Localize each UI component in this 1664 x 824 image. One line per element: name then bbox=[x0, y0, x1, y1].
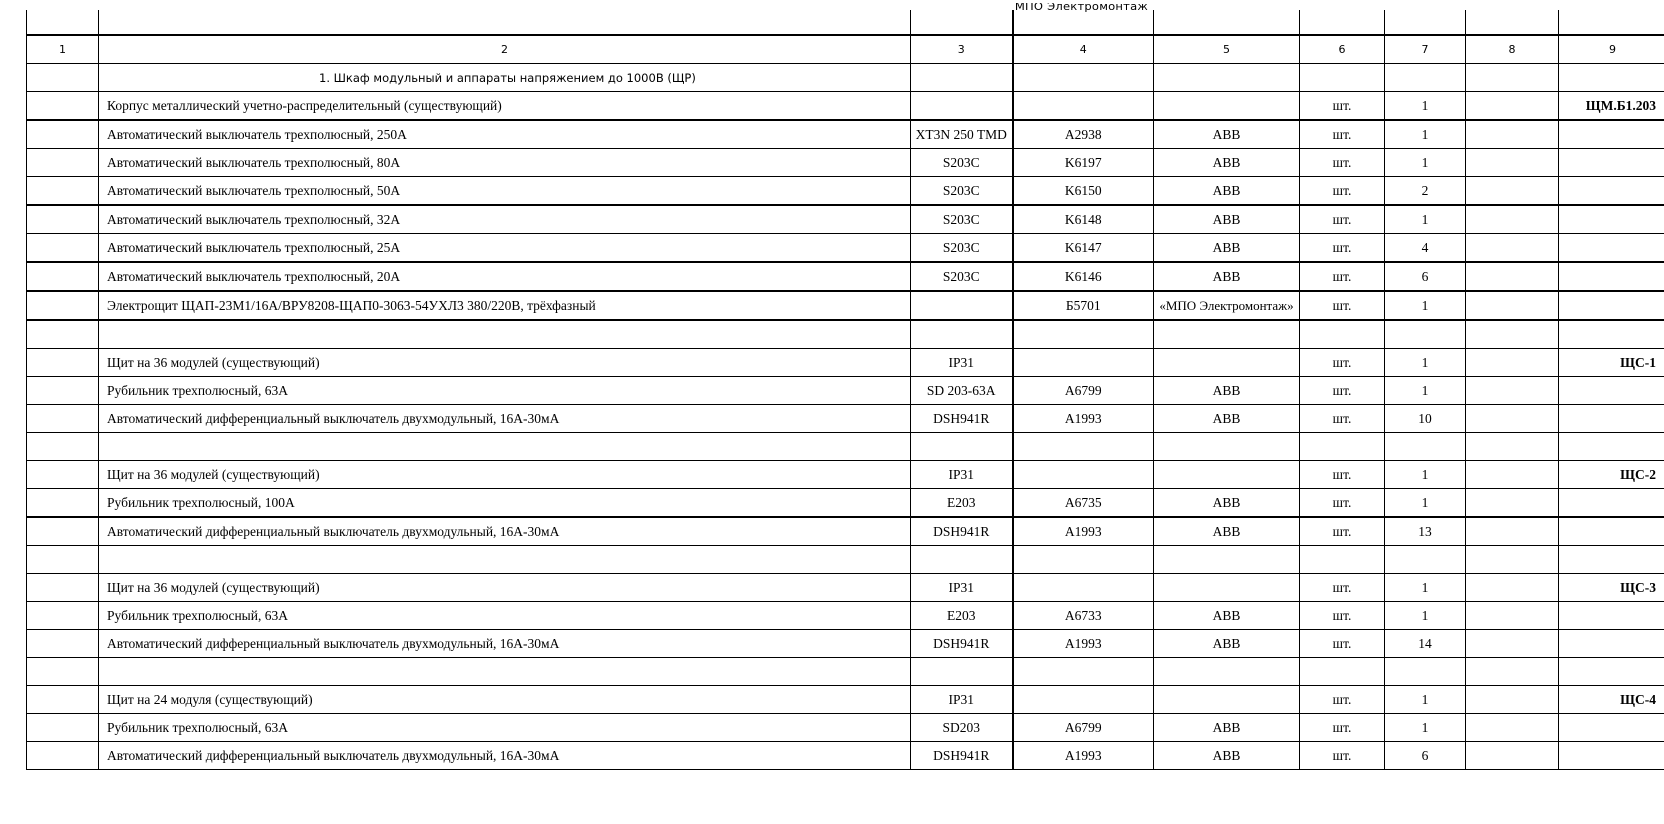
code-cell: K6146 bbox=[1013, 262, 1154, 291]
unit-cell: шт. bbox=[1300, 405, 1385, 433]
note-cell bbox=[1466, 349, 1559, 377]
item-name-cell: Автоматический дифференциальный выключатель двухмодульный, 16А-30мА bbox=[99, 517, 911, 546]
quantity-cell: 1 bbox=[1385, 291, 1466, 320]
position-cell bbox=[27, 461, 99, 489]
type-cell bbox=[911, 658, 1013, 686]
item-name-cell: Щит на 36 модулей (существующий) bbox=[99, 574, 911, 602]
type-cell: SD203 bbox=[911, 714, 1013, 742]
manufacturer-cell bbox=[1154, 658, 1300, 686]
specification-table bbox=[26, 34, 1664, 770]
code-cell bbox=[1013, 349, 1154, 377]
panel-tag-cell bbox=[1559, 489, 1664, 518]
position-cell bbox=[27, 489, 99, 518]
unit-cell: шт. bbox=[1300, 120, 1385, 149]
unit-cell: шт. bbox=[1300, 349, 1385, 377]
item-name-cell: Рубильник трехполюсный, 63А bbox=[99, 714, 911, 742]
manufacturer-cell: ABB bbox=[1154, 405, 1300, 433]
code-cell: A6799 bbox=[1013, 377, 1154, 405]
panel-tag-cell bbox=[1559, 433, 1664, 461]
code-cell: K6197 bbox=[1013, 149, 1154, 177]
quantity-cell: 1 bbox=[1385, 574, 1466, 602]
code-cell: K6148 bbox=[1013, 205, 1154, 234]
table-row bbox=[27, 517, 1664, 546]
column-number: 1 bbox=[27, 35, 99, 64]
quantity-cell bbox=[1385, 320, 1466, 349]
manufacturer-cell bbox=[1154, 546, 1300, 574]
quantity-cell: 1 bbox=[1385, 120, 1466, 149]
manufacturer-cell bbox=[1154, 320, 1300, 349]
code-cell: A6735 bbox=[1013, 489, 1154, 518]
type-cell: XT3N 250 TMD bbox=[911, 120, 1013, 149]
panel-tag-cell bbox=[1559, 405, 1664, 433]
table-row bbox=[27, 291, 1664, 320]
panel-tag-cell bbox=[1559, 714, 1664, 742]
type-cell: S203C bbox=[911, 234, 1013, 263]
manufacturer-cell bbox=[1154, 461, 1300, 489]
panel-tag-cell bbox=[1559, 177, 1664, 206]
table-row bbox=[27, 377, 1664, 405]
manufacturer-cell: ABB bbox=[1154, 234, 1300, 263]
manufacturer-cell: «МПО Электромонтаж» bbox=[1154, 291, 1300, 320]
item-name-cell: Автоматический выключатель трехполюсный, 32А bbox=[99, 205, 911, 234]
unit-cell bbox=[1300, 546, 1385, 574]
note-cell bbox=[1466, 234, 1559, 263]
item-name-cell: Автоматический дифференциальный выключатель двухмодульный, 16А-30мА bbox=[99, 405, 911, 433]
note-cell bbox=[1466, 630, 1559, 658]
code-cell: A6733 bbox=[1013, 602, 1154, 630]
stub-line bbox=[26, 10, 27, 35]
quantity-cell bbox=[1385, 658, 1466, 686]
unit-cell: шт. bbox=[1300, 630, 1385, 658]
type-cell bbox=[911, 546, 1013, 574]
unit-cell: шт. bbox=[1300, 377, 1385, 405]
item-name-cell: Щит на 36 модулей (существующий) bbox=[99, 461, 911, 489]
note-cell bbox=[1466, 489, 1559, 518]
item-name-cell: Рубильник трехполюсный, 63А bbox=[99, 377, 911, 405]
manufacturer-cell: ABB bbox=[1154, 205, 1300, 234]
quantity-cell: 14 bbox=[1385, 630, 1466, 658]
column-number: 3 bbox=[911, 35, 1013, 64]
panel-tag-cell bbox=[1559, 291, 1664, 320]
empty-cell bbox=[1559, 64, 1664, 92]
type-cell bbox=[911, 433, 1013, 461]
type-cell: DSH941R bbox=[911, 517, 1013, 546]
manufacturer-cell: ABB bbox=[1154, 714, 1300, 742]
quantity-cell: 1 bbox=[1385, 461, 1466, 489]
table-row bbox=[27, 714, 1664, 742]
table-row bbox=[27, 149, 1664, 177]
unit-cell: шт. bbox=[1300, 205, 1385, 234]
manufacturer-cell: ABB bbox=[1154, 489, 1300, 518]
stub-line bbox=[1465, 10, 1466, 35]
manufacturer-cell bbox=[1154, 349, 1300, 377]
note-cell bbox=[1466, 120, 1559, 149]
quantity-cell: 1 bbox=[1385, 349, 1466, 377]
item-name-cell bbox=[99, 320, 911, 349]
item-name-cell: Корпус металлический учетно-распределительный (существующий) bbox=[99, 92, 911, 121]
table-row bbox=[27, 489, 1664, 518]
position-cell bbox=[27, 205, 99, 234]
code-cell bbox=[1013, 433, 1154, 461]
panel-tag-cell: ЩС-3 bbox=[1559, 574, 1664, 602]
item-name-cell: Рубильник трехполюсный, 100А bbox=[99, 489, 911, 518]
position-cell bbox=[27, 120, 99, 149]
item-name-cell: Рубильник трехполюсный, 63А bbox=[99, 602, 911, 630]
section-title: 1. Шкаф модульный и аппараты напряжением до 1000В (ЩР) bbox=[99, 64, 911, 92]
quantity-cell: 13 bbox=[1385, 517, 1466, 546]
position-cell bbox=[27, 714, 99, 742]
manufacturer-cell: ABB bbox=[1154, 630, 1300, 658]
quantity-cell: 1 bbox=[1385, 714, 1466, 742]
panel-tag-cell: ЩМ.Б1.203 bbox=[1559, 92, 1664, 121]
item-name-cell: Автоматический выключатель трехполюсный, 80А bbox=[99, 149, 911, 177]
column-number-row bbox=[27, 35, 1664, 64]
position-cell bbox=[27, 517, 99, 546]
type-cell: E203 bbox=[911, 602, 1013, 630]
note-cell bbox=[1466, 461, 1559, 489]
item-name-cell: Автоматический выключатель трехполюсный, 20А bbox=[99, 262, 911, 291]
note-cell bbox=[1466, 686, 1559, 714]
unit-cell: шт. bbox=[1300, 517, 1385, 546]
section-row bbox=[27, 64, 1664, 92]
unit-cell: шт. bbox=[1300, 742, 1385, 770]
code-cell: A6799 bbox=[1013, 714, 1154, 742]
manufacturer-cell: ABB bbox=[1154, 742, 1300, 770]
table-row bbox=[27, 177, 1664, 206]
table-row bbox=[27, 262, 1664, 291]
code-cell: A1993 bbox=[1013, 517, 1154, 546]
panel-tag-cell bbox=[1559, 120, 1664, 149]
quantity-cell: 6 bbox=[1385, 742, 1466, 770]
unit-cell: шт. bbox=[1300, 461, 1385, 489]
position-cell bbox=[27, 349, 99, 377]
table-row bbox=[27, 433, 1664, 461]
position-cell bbox=[27, 630, 99, 658]
note-cell bbox=[1466, 291, 1559, 320]
type-cell: IP31 bbox=[911, 686, 1013, 714]
manufacturer-cell: ABB bbox=[1154, 517, 1300, 546]
table-row bbox=[27, 602, 1664, 630]
panel-tag-cell bbox=[1559, 630, 1664, 658]
panel-tag-cell bbox=[1559, 149, 1664, 177]
code-cell: Б5701 bbox=[1013, 291, 1154, 320]
table-row bbox=[27, 574, 1664, 602]
position-cell bbox=[27, 602, 99, 630]
quantity-cell: 1 bbox=[1385, 149, 1466, 177]
empty-cell bbox=[1013, 64, 1154, 92]
position-cell bbox=[27, 262, 99, 291]
note-cell bbox=[1466, 574, 1559, 602]
manufacturer-cell: ABB bbox=[1154, 149, 1300, 177]
note-cell bbox=[1466, 742, 1559, 770]
quantity-cell: 1 bbox=[1385, 377, 1466, 405]
panel-tag-cell bbox=[1559, 658, 1664, 686]
table-row bbox=[27, 120, 1664, 149]
unit-cell bbox=[1300, 658, 1385, 686]
note-cell bbox=[1466, 658, 1559, 686]
note-cell bbox=[1466, 320, 1559, 349]
code-cell: K6147 bbox=[1013, 234, 1154, 263]
position-cell bbox=[27, 291, 99, 320]
quantity-cell: 1 bbox=[1385, 686, 1466, 714]
panel-tag-cell bbox=[1559, 262, 1664, 291]
type-cell: IP31 bbox=[911, 349, 1013, 377]
item-name-cell: Щит на 36 модулей (существующий) bbox=[99, 349, 911, 377]
quantity-cell: 1 bbox=[1385, 602, 1466, 630]
type-cell: DSH941R bbox=[911, 742, 1013, 770]
manufacturer-cell: ABB bbox=[1154, 602, 1300, 630]
stub-line bbox=[910, 10, 911, 35]
empty-cell bbox=[911, 64, 1013, 92]
position-cell bbox=[27, 149, 99, 177]
note-cell bbox=[1466, 177, 1559, 206]
position-cell bbox=[27, 405, 99, 433]
note-cell bbox=[1466, 405, 1559, 433]
position-cell bbox=[27, 574, 99, 602]
table-row bbox=[27, 461, 1664, 489]
panel-tag-cell bbox=[1559, 742, 1664, 770]
manufacturer-cell: ABB bbox=[1154, 377, 1300, 405]
stub-line bbox=[1012, 10, 1014, 35]
code-cell bbox=[1013, 320, 1154, 349]
empty-cell bbox=[1154, 64, 1300, 92]
note-cell bbox=[1466, 602, 1559, 630]
unit-cell: шт. bbox=[1300, 291, 1385, 320]
table-row bbox=[27, 630, 1664, 658]
panel-tag-cell bbox=[1559, 234, 1664, 263]
note-cell bbox=[1466, 714, 1559, 742]
manufacturer-cell bbox=[1154, 433, 1300, 461]
type-cell: E203 bbox=[911, 489, 1013, 518]
note-cell bbox=[1466, 377, 1559, 405]
stub-line bbox=[98, 10, 99, 35]
position-cell bbox=[27, 546, 99, 574]
panel-tag-cell: ЩС-1 bbox=[1559, 349, 1664, 377]
unit-cell bbox=[1300, 320, 1385, 349]
code-cell: A2938 bbox=[1013, 120, 1154, 149]
item-name-cell bbox=[99, 433, 911, 461]
quantity-cell: 4 bbox=[1385, 234, 1466, 263]
manufacturer-cell: ABB bbox=[1154, 177, 1300, 206]
quantity-cell: 6 bbox=[1385, 262, 1466, 291]
manufacturer-cell bbox=[1154, 574, 1300, 602]
column-number: 7 bbox=[1385, 35, 1466, 64]
unit-cell: шт. bbox=[1300, 177, 1385, 206]
table-row bbox=[27, 546, 1664, 574]
manufacturer-cell: ABB bbox=[1154, 120, 1300, 149]
manufacturer-cell bbox=[1154, 92, 1300, 121]
item-name-cell: Автоматический выключатель трехполюсный, 25А bbox=[99, 234, 911, 263]
type-cell: DSH941R bbox=[911, 630, 1013, 658]
panel-tag-cell bbox=[1559, 602, 1664, 630]
code-cell bbox=[1013, 92, 1154, 121]
item-name-cell bbox=[99, 546, 911, 574]
column-number: 4 bbox=[1013, 35, 1154, 64]
stub-line bbox=[1153, 10, 1154, 35]
column-number: 8 bbox=[1466, 35, 1559, 64]
item-name-cell: Автоматический дифференциальный выключатель двухмодульный, 16А-30мА bbox=[99, 630, 911, 658]
item-name-cell: Автоматический выключатель трехполюсный, 250А bbox=[99, 120, 911, 149]
note-cell bbox=[1466, 149, 1559, 177]
panel-tag-cell: ЩС-2 bbox=[1559, 461, 1664, 489]
quantity-cell bbox=[1385, 433, 1466, 461]
panel-tag-cell: ЩС-4 bbox=[1559, 686, 1664, 714]
empty-cell bbox=[27, 64, 99, 92]
column-number: 2 bbox=[99, 35, 911, 64]
code-cell: A1993 bbox=[1013, 742, 1154, 770]
item-name-cell: Электрощит ЩАП-23М1/16А/ВРУ8208-ЩАП0-3063-54УХЛ3 380/220В, трёхфазный bbox=[99, 291, 911, 320]
type-cell: DSH941R bbox=[911, 405, 1013, 433]
position-cell bbox=[27, 658, 99, 686]
code-cell bbox=[1013, 574, 1154, 602]
quantity-cell: 2 bbox=[1385, 177, 1466, 206]
column-number: 6 bbox=[1300, 35, 1385, 64]
table-row bbox=[27, 349, 1664, 377]
unit-cell: шт. bbox=[1300, 489, 1385, 518]
unit-cell bbox=[1300, 433, 1385, 461]
type-cell bbox=[911, 92, 1013, 121]
position-cell bbox=[27, 320, 99, 349]
note-cell bbox=[1466, 262, 1559, 291]
type-cell: IP31 bbox=[911, 461, 1013, 489]
previous-rows-stub bbox=[26, 0, 1664, 35]
panel-tag-cell bbox=[1559, 546, 1664, 574]
unit-cell: шт. bbox=[1300, 602, 1385, 630]
column-number: 9 bbox=[1559, 35, 1664, 64]
stub-line bbox=[1384, 10, 1385, 35]
stub-line bbox=[1299, 10, 1300, 35]
empty-cell bbox=[1466, 64, 1559, 92]
item-name-cell: Щит на 24 модуля (существующий) bbox=[99, 686, 911, 714]
table-row bbox=[27, 92, 1664, 121]
type-cell: S203C bbox=[911, 262, 1013, 291]
panel-tag-cell bbox=[1559, 205, 1664, 234]
manufacturer-cell: ABB bbox=[1154, 262, 1300, 291]
position-cell bbox=[27, 177, 99, 206]
note-cell bbox=[1466, 205, 1559, 234]
position-cell bbox=[27, 433, 99, 461]
empty-cell bbox=[1300, 64, 1385, 92]
manufacturer-cell bbox=[1154, 686, 1300, 714]
quantity-cell: 1 bbox=[1385, 489, 1466, 518]
item-name-cell bbox=[99, 658, 911, 686]
panel-tag-cell bbox=[1559, 517, 1664, 546]
code-cell: A1993 bbox=[1013, 405, 1154, 433]
table-row bbox=[27, 742, 1664, 770]
code-cell: A1993 bbox=[1013, 630, 1154, 658]
type-cell bbox=[911, 320, 1013, 349]
unit-cell: шт. bbox=[1300, 149, 1385, 177]
table-row bbox=[27, 205, 1664, 234]
item-name-cell: Автоматический дифференциальный выключатель двухмодульный, 16А-30мА bbox=[99, 742, 911, 770]
item-name-cell: Автоматический выключатель трехполюсный, 50А bbox=[99, 177, 911, 206]
note-cell bbox=[1466, 433, 1559, 461]
note-cell bbox=[1466, 517, 1559, 546]
code-cell bbox=[1013, 546, 1154, 574]
position-cell bbox=[27, 742, 99, 770]
stub-line bbox=[1558, 10, 1559, 35]
unit-cell: шт. bbox=[1300, 714, 1385, 742]
position-cell bbox=[27, 686, 99, 714]
code-cell bbox=[1013, 686, 1154, 714]
note-cell bbox=[1466, 546, 1559, 574]
position-cell bbox=[27, 377, 99, 405]
type-cell: S203C bbox=[911, 205, 1013, 234]
type-cell: IP31 bbox=[911, 574, 1013, 602]
position-cell bbox=[27, 92, 99, 121]
empty-cell bbox=[1385, 64, 1466, 92]
code-cell bbox=[1013, 461, 1154, 489]
panel-tag-cell bbox=[1559, 377, 1664, 405]
table-row bbox=[27, 320, 1664, 349]
quantity-cell: 1 bbox=[1385, 205, 1466, 234]
unit-cell: шт. bbox=[1300, 262, 1385, 291]
unit-cell: шт. bbox=[1300, 574, 1385, 602]
unit-cell: шт. bbox=[1300, 234, 1385, 263]
unit-cell: шт. bbox=[1300, 92, 1385, 121]
position-cell bbox=[27, 234, 99, 263]
column-number: 5 bbox=[1154, 35, 1300, 64]
note-cell bbox=[1466, 92, 1559, 121]
table-row bbox=[27, 405, 1664, 433]
quantity-cell: 1 bbox=[1385, 92, 1466, 121]
quantity-cell: 10 bbox=[1385, 405, 1466, 433]
unit-cell: шт. bbox=[1300, 686, 1385, 714]
type-cell: S203C bbox=[911, 149, 1013, 177]
type-cell bbox=[911, 291, 1013, 320]
type-cell: SD 203-63A bbox=[911, 377, 1013, 405]
type-cell: S203C bbox=[911, 177, 1013, 206]
code-cell bbox=[1013, 658, 1154, 686]
panel-tag-cell bbox=[1559, 320, 1664, 349]
code-cell: K6150 bbox=[1013, 177, 1154, 206]
quantity-cell bbox=[1385, 546, 1466, 574]
table-row bbox=[27, 234, 1664, 263]
table-row bbox=[27, 658, 1664, 686]
cutoff-text-fragment: МПО Электромонтаж bbox=[1014, 3, 1149, 13]
table-row bbox=[27, 686, 1664, 714]
